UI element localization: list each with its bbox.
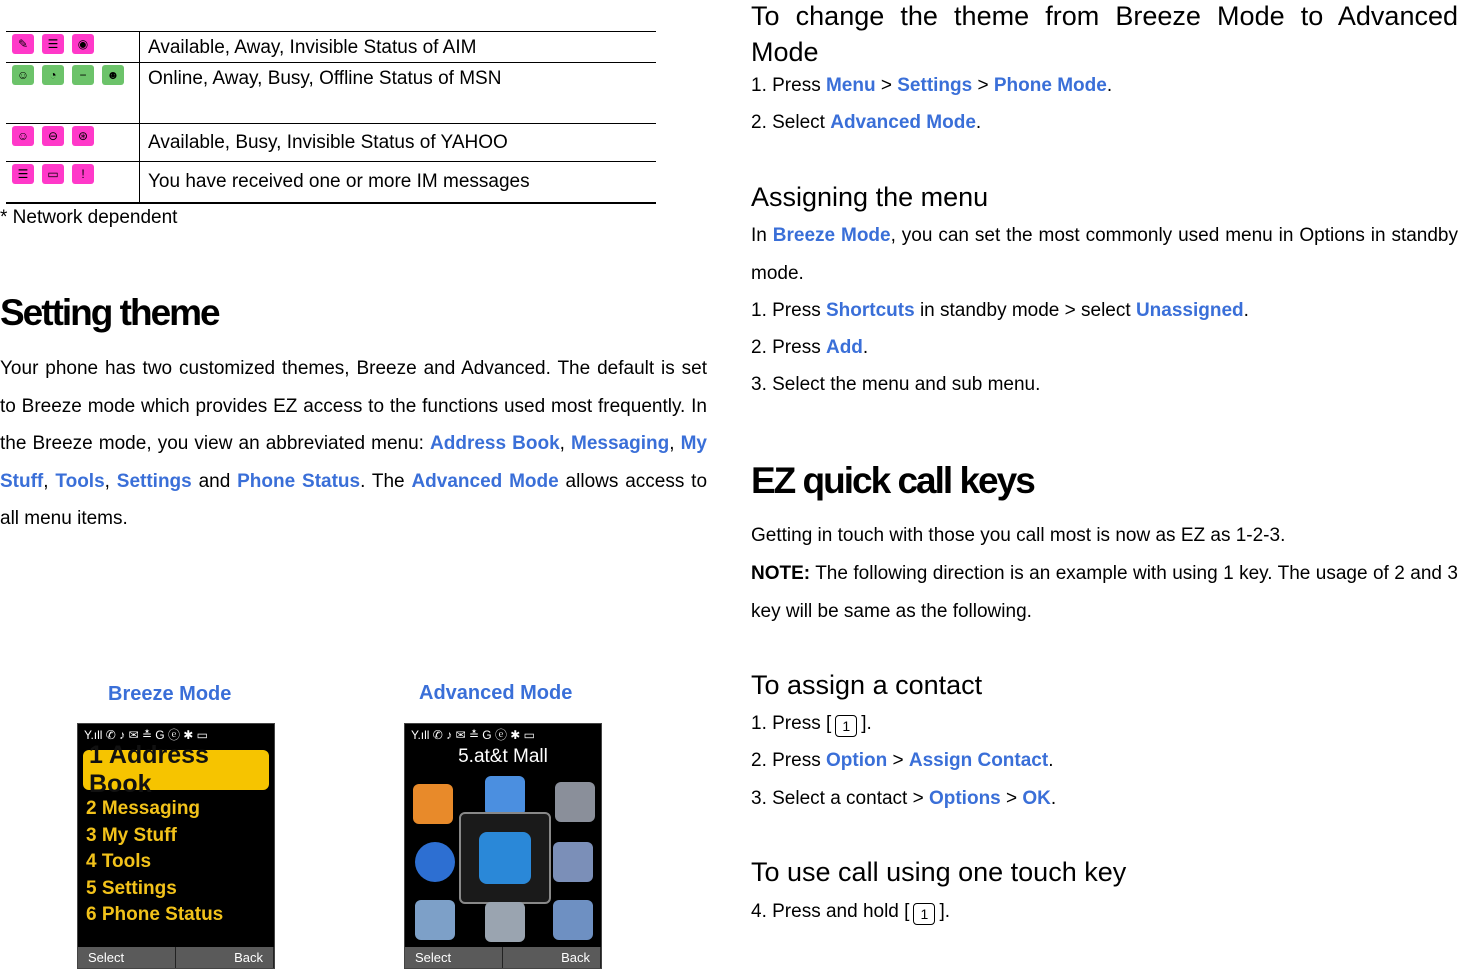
im-message-3-icon: !: [72, 164, 94, 184]
im-message-icon: ☰: [12, 164, 34, 184]
tools-icon: [415, 900, 455, 940]
settings-icon: [553, 900, 593, 940]
msn-online-icon: ☺: [12, 65, 34, 85]
messaging-icon: [485, 776, 525, 816]
one-touch-heading: To use call using one touch key: [751, 857, 1127, 887]
table-row: [6, 31, 656, 62]
menu-item: 5 Settings: [86, 877, 177, 899]
icon-cell: [6, 63, 140, 123]
setting-theme-heading: Setting theme: [0, 292, 219, 333]
status-description: You have received one or more IM messages: [148, 171, 530, 192]
im-status-table: [6, 31, 656, 204]
aim-available-icon: ✎: [12, 34, 34, 54]
menu-item: 3 My Stuff: [86, 824, 177, 846]
msn-away-icon: ◔: [42, 65, 64, 85]
status-description: Available, Busy, Invisible Status of YAHOO: [148, 132, 508, 153]
assigning-step-3: 3. Select the menu and sub menu.: [751, 374, 1041, 395]
att-mall-icon: [459, 812, 551, 904]
assign-contact-heading: To assign a contact: [751, 670, 983, 700]
msn-offline-icon: ☻: [102, 65, 124, 85]
status-description: Available, Away, Invisible Status of AIM: [148, 37, 477, 58]
assign-contact-step-2: 2. Press Option > Assign Contact.: [751, 750, 1054, 771]
assigning-step-1: 1. Press Shortcuts in standby mode > select Unassigned.: [751, 300, 1249, 321]
msn-busy-icon: −: [72, 65, 94, 85]
ez-quick-call-heading: EZ quick call keys: [751, 460, 1034, 501]
menu-item-highlighted: 1 Address Book: [83, 750, 269, 790]
aim-away-icon: ☰: [42, 34, 64, 54]
menu-item: 2 Messaging: [86, 798, 201, 819]
address-book-icon: [413, 784, 453, 824]
breeze-mode-screen: [77, 723, 275, 969]
phone-status-bar: Y.ıll ✆ ♪ ✉ ≛ G ⓔ ✱ ▭: [84, 727, 209, 742]
back-softkey: Back: [503, 947, 601, 968]
change-theme-heading: To change the theme from Breeze Mode to Advanced Mode: [751, 1, 1458, 67]
assign-contact-step-1: 1. Press [ 1 ].: [751, 705, 872, 743]
key-1-icon: 1: [835, 715, 857, 737]
setting-theme-paragraph: Your phone has two customized themes, Breeze and Advanced. The default is set to Breeze mode which provides EZ access to the functions used most frequently. In the Breeze mode, you view an abbreviated menu: Address Book, Messaging, My Stuff, Tools, Settings and Phone Status. The Advanced Mode allows access to all menu items.: [0, 358, 708, 529]
advanced-mode-screen: [404, 723, 602, 969]
screen-title: 5.at&t Mall: [458, 746, 548, 767]
softkey-bar: [78, 947, 274, 968]
icon-cell: [6, 124, 140, 161]
table-row: [6, 161, 656, 204]
assign-contact-step-3: 3. Select a contact > Options > OK.: [751, 788, 1057, 809]
assigning-menu-paragraph: In Breeze Mode, you can set the most commonly used menu in Options in standby mode.: [751, 225, 1458, 284]
change-theme-step-1: 1. Press Menu > Settings > Phone Mode.: [751, 75, 1113, 96]
icon-cell: [6, 162, 140, 202]
breeze-mode-label: Breeze Mode: [108, 683, 232, 705]
one-touch-step-4: 4. Press and hold [ 1 ].: [751, 893, 950, 931]
select-softkey: Select: [405, 947, 503, 968]
my-stuff-icon: [555, 782, 595, 822]
menu-item: 4 Tools: [86, 851, 152, 872]
softkey-bar: [405, 947, 601, 968]
back-softkey: Back: [176, 947, 274, 968]
table-row: [6, 123, 656, 161]
icon-cell: [6, 32, 140, 62]
phone-status-icon: [485, 902, 525, 942]
web-icon: [415, 842, 455, 882]
key-1-icon: 1: [913, 903, 935, 925]
ez-intro: Getting in touch with those you call most is now as EZ as 1-2-3.: [751, 525, 1286, 546]
select-softkey: Select: [78, 947, 176, 968]
ez-note: NOTE: The following direction is an example with using 1 key. The usage of 2 and 3 key will be same as the following.: [751, 563, 1458, 622]
network-note: * Network dependent: [0, 207, 178, 228]
yahoo-invisible-icon: ⊛: [72, 126, 94, 146]
games-icon: [553, 842, 593, 882]
assigning-menu-heading: Assigning the menu: [751, 182, 989, 212]
assigning-step-2: 2. Press Add.: [751, 337, 869, 358]
aim-invisible-icon: ◉: [72, 34, 94, 54]
table-row: [6, 62, 656, 123]
yahoo-busy-icon: ⊖: [42, 126, 64, 146]
change-theme-step-2: 2. Select Advanced Mode.: [751, 112, 982, 133]
phone-status-bar: Y.ıll ✆ ♪ ✉ ≛ G ⓔ ✱ ▭: [411, 727, 536, 742]
yahoo-available-icon: ☺: [12, 126, 34, 146]
advanced-mode-label: Advanced Mode: [419, 682, 573, 704]
im-message-2-icon: ▭: [42, 164, 64, 184]
status-description: Online, Away, Busy, Offline Status of MSN: [148, 68, 502, 89]
shopping-bag-icon: [479, 832, 531, 884]
menu-item: 6 Phone Status: [86, 904, 224, 925]
